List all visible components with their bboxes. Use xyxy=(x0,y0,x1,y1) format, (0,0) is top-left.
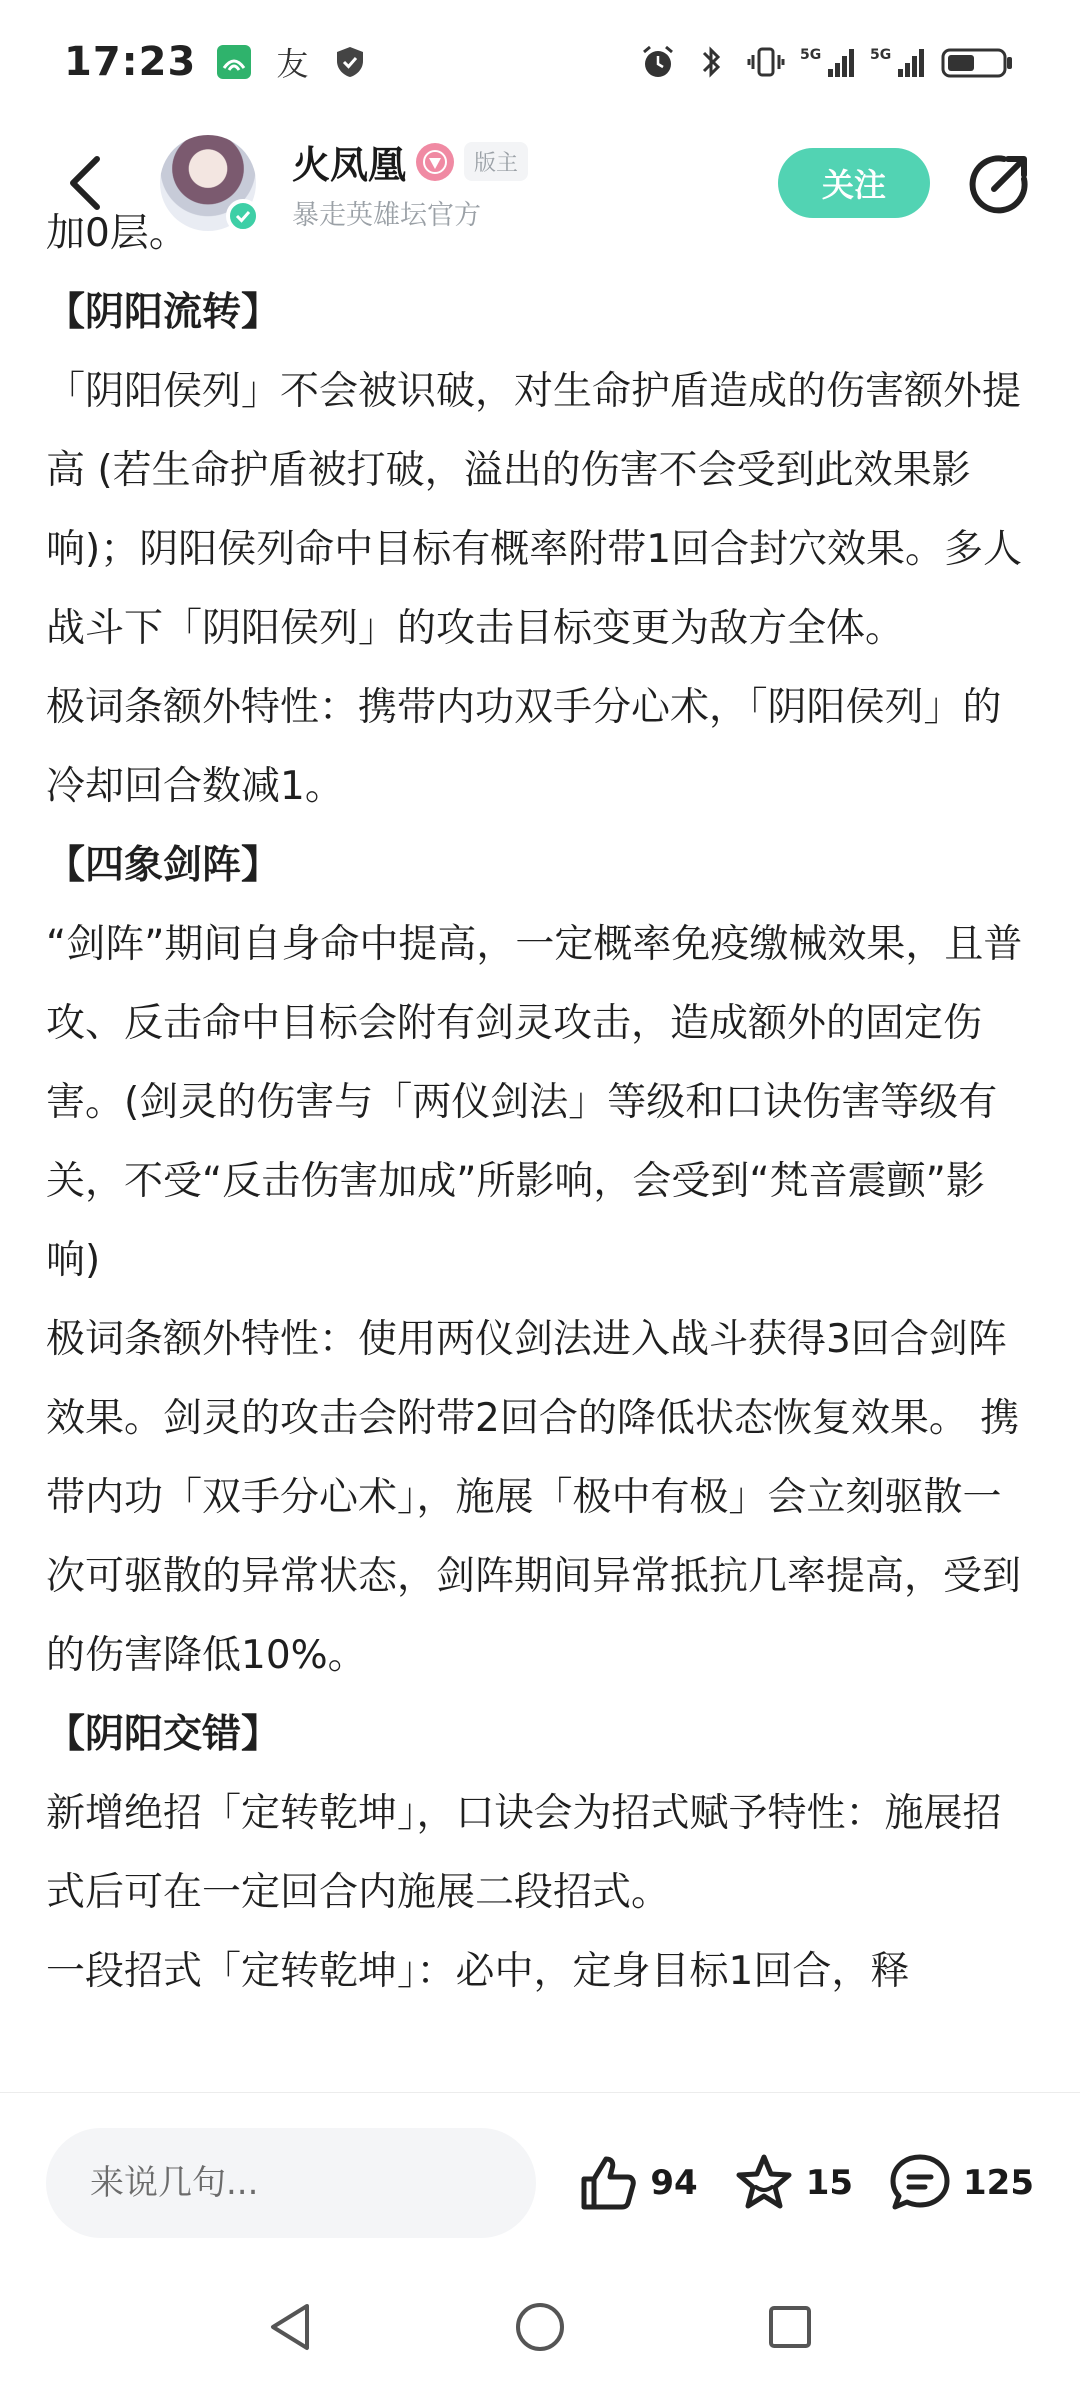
article-paragraph: 「阴阳侯列」不会被识破，对生命护盾造成的伤害额外提高 (若生命护盾被打破，溢出的伤害不会受到此效果影响)；阴阳侯列命中目标有概率附带1回合封穴效果。多人战斗下「阴阳侯列」的攻击目标变更为敌方全体。 xyxy=(46,369,1023,651)
section-heading: 【四象剑阵】 xyxy=(46,843,281,888)
status-right xyxy=(638,42,1016,82)
app-notification-icon: 友 xyxy=(276,45,309,83)
battery-icon xyxy=(940,42,1016,82)
svg-text:5G: 5G xyxy=(800,47,822,63)
nav-back-button[interactable] xyxy=(255,2292,325,2362)
triangle-back-icon xyxy=(265,2300,315,2354)
section-heading: 【阴阳交错】 xyxy=(46,1712,281,1757)
shield-check-icon xyxy=(330,42,370,82)
nav-recents-button[interactable] xyxy=(755,2292,825,2362)
bluetooth-icon xyxy=(692,42,732,82)
role-tag: 版主 xyxy=(464,142,528,181)
circle-home-icon xyxy=(513,2300,567,2354)
favorite-button[interactable] xyxy=(732,2151,853,2215)
comment-input[interactable] xyxy=(46,2128,536,2238)
level-badge-icon xyxy=(416,143,454,181)
status-left xyxy=(64,39,370,85)
system-nav-bar xyxy=(0,2272,1080,2382)
article-paragraph: “剑阵”期间自身命中提高，一定概率免疫缴械效果，且普攻、反击命中目标会附有剑灵攻击，造成额外的固定伤害。(剑灵的伤害与「两仪剑法」等级和口诀伤害等级有关，不受“反击伤害加成”所影响，会受到“梵音震颤”影响) xyxy=(46,922,1023,1283)
vibrate-icon xyxy=(746,42,786,82)
like-button[interactable] xyxy=(576,2151,697,2215)
square-recents-icon xyxy=(765,2302,815,2352)
signal-5g-icon-1 xyxy=(800,42,856,82)
star-icon xyxy=(732,2151,796,2215)
thumbs-up-icon xyxy=(576,2151,640,2215)
comment-button[interactable] xyxy=(887,2151,1034,2215)
like-count: 94 xyxy=(650,2162,698,2203)
status-bar xyxy=(0,0,1080,124)
comment-icon xyxy=(887,2151,953,2215)
bottom-action-bar xyxy=(0,2092,1080,2272)
article-paragraph: 新增绝招「定转乾坤」，口诀会为招式赋予特性：施展招式后可在一定回合内施展二段招式。 xyxy=(46,1791,1002,1915)
author-name-row xyxy=(292,134,528,189)
follow-button[interactable]: 关注 xyxy=(778,148,930,218)
section-heading: 【阴阳流转】 xyxy=(46,290,281,335)
article-paragraph: 加0层。 xyxy=(46,211,188,256)
status-time: 17:23 xyxy=(64,39,197,85)
favorite-count: 15 xyxy=(805,2162,854,2203)
article-paragraph: 极词条额外特性：携带内功双手分心术，「阴阳侯列」的冷却回合数减1。 xyxy=(46,685,1002,809)
svg-text:5G: 5G xyxy=(870,47,892,63)
author-name[interactable]: 火凤凰 xyxy=(292,143,407,187)
signal-5g-icon-2 xyxy=(870,42,926,82)
post-actions xyxy=(576,2151,1034,2215)
wifi-app-icon xyxy=(214,42,254,82)
comment-count: 125 xyxy=(963,2162,1034,2203)
article-paragraph: 极词条额外特性：使用两仪剑法进入战斗获得3回合剑阵效果。剑灵的攻击会附带2回合的降低状态恢复效果。 携带内功「双手分心术」，施展「极中有极」会立刻驱散一次可驱散的异常状态，剑阵期间异常抵抗几率提高，受到的伤害降低10%。 xyxy=(46,1317,1022,1678)
article-paragraph: 一段招式「定转乾坤」：必中，定身目标1回合，释 xyxy=(46,1949,910,1994)
alarm-icon xyxy=(638,42,678,82)
author-subtitle: 暴走英雄坛官方 xyxy=(292,200,481,231)
nav-home-button[interactable] xyxy=(505,2292,575,2362)
